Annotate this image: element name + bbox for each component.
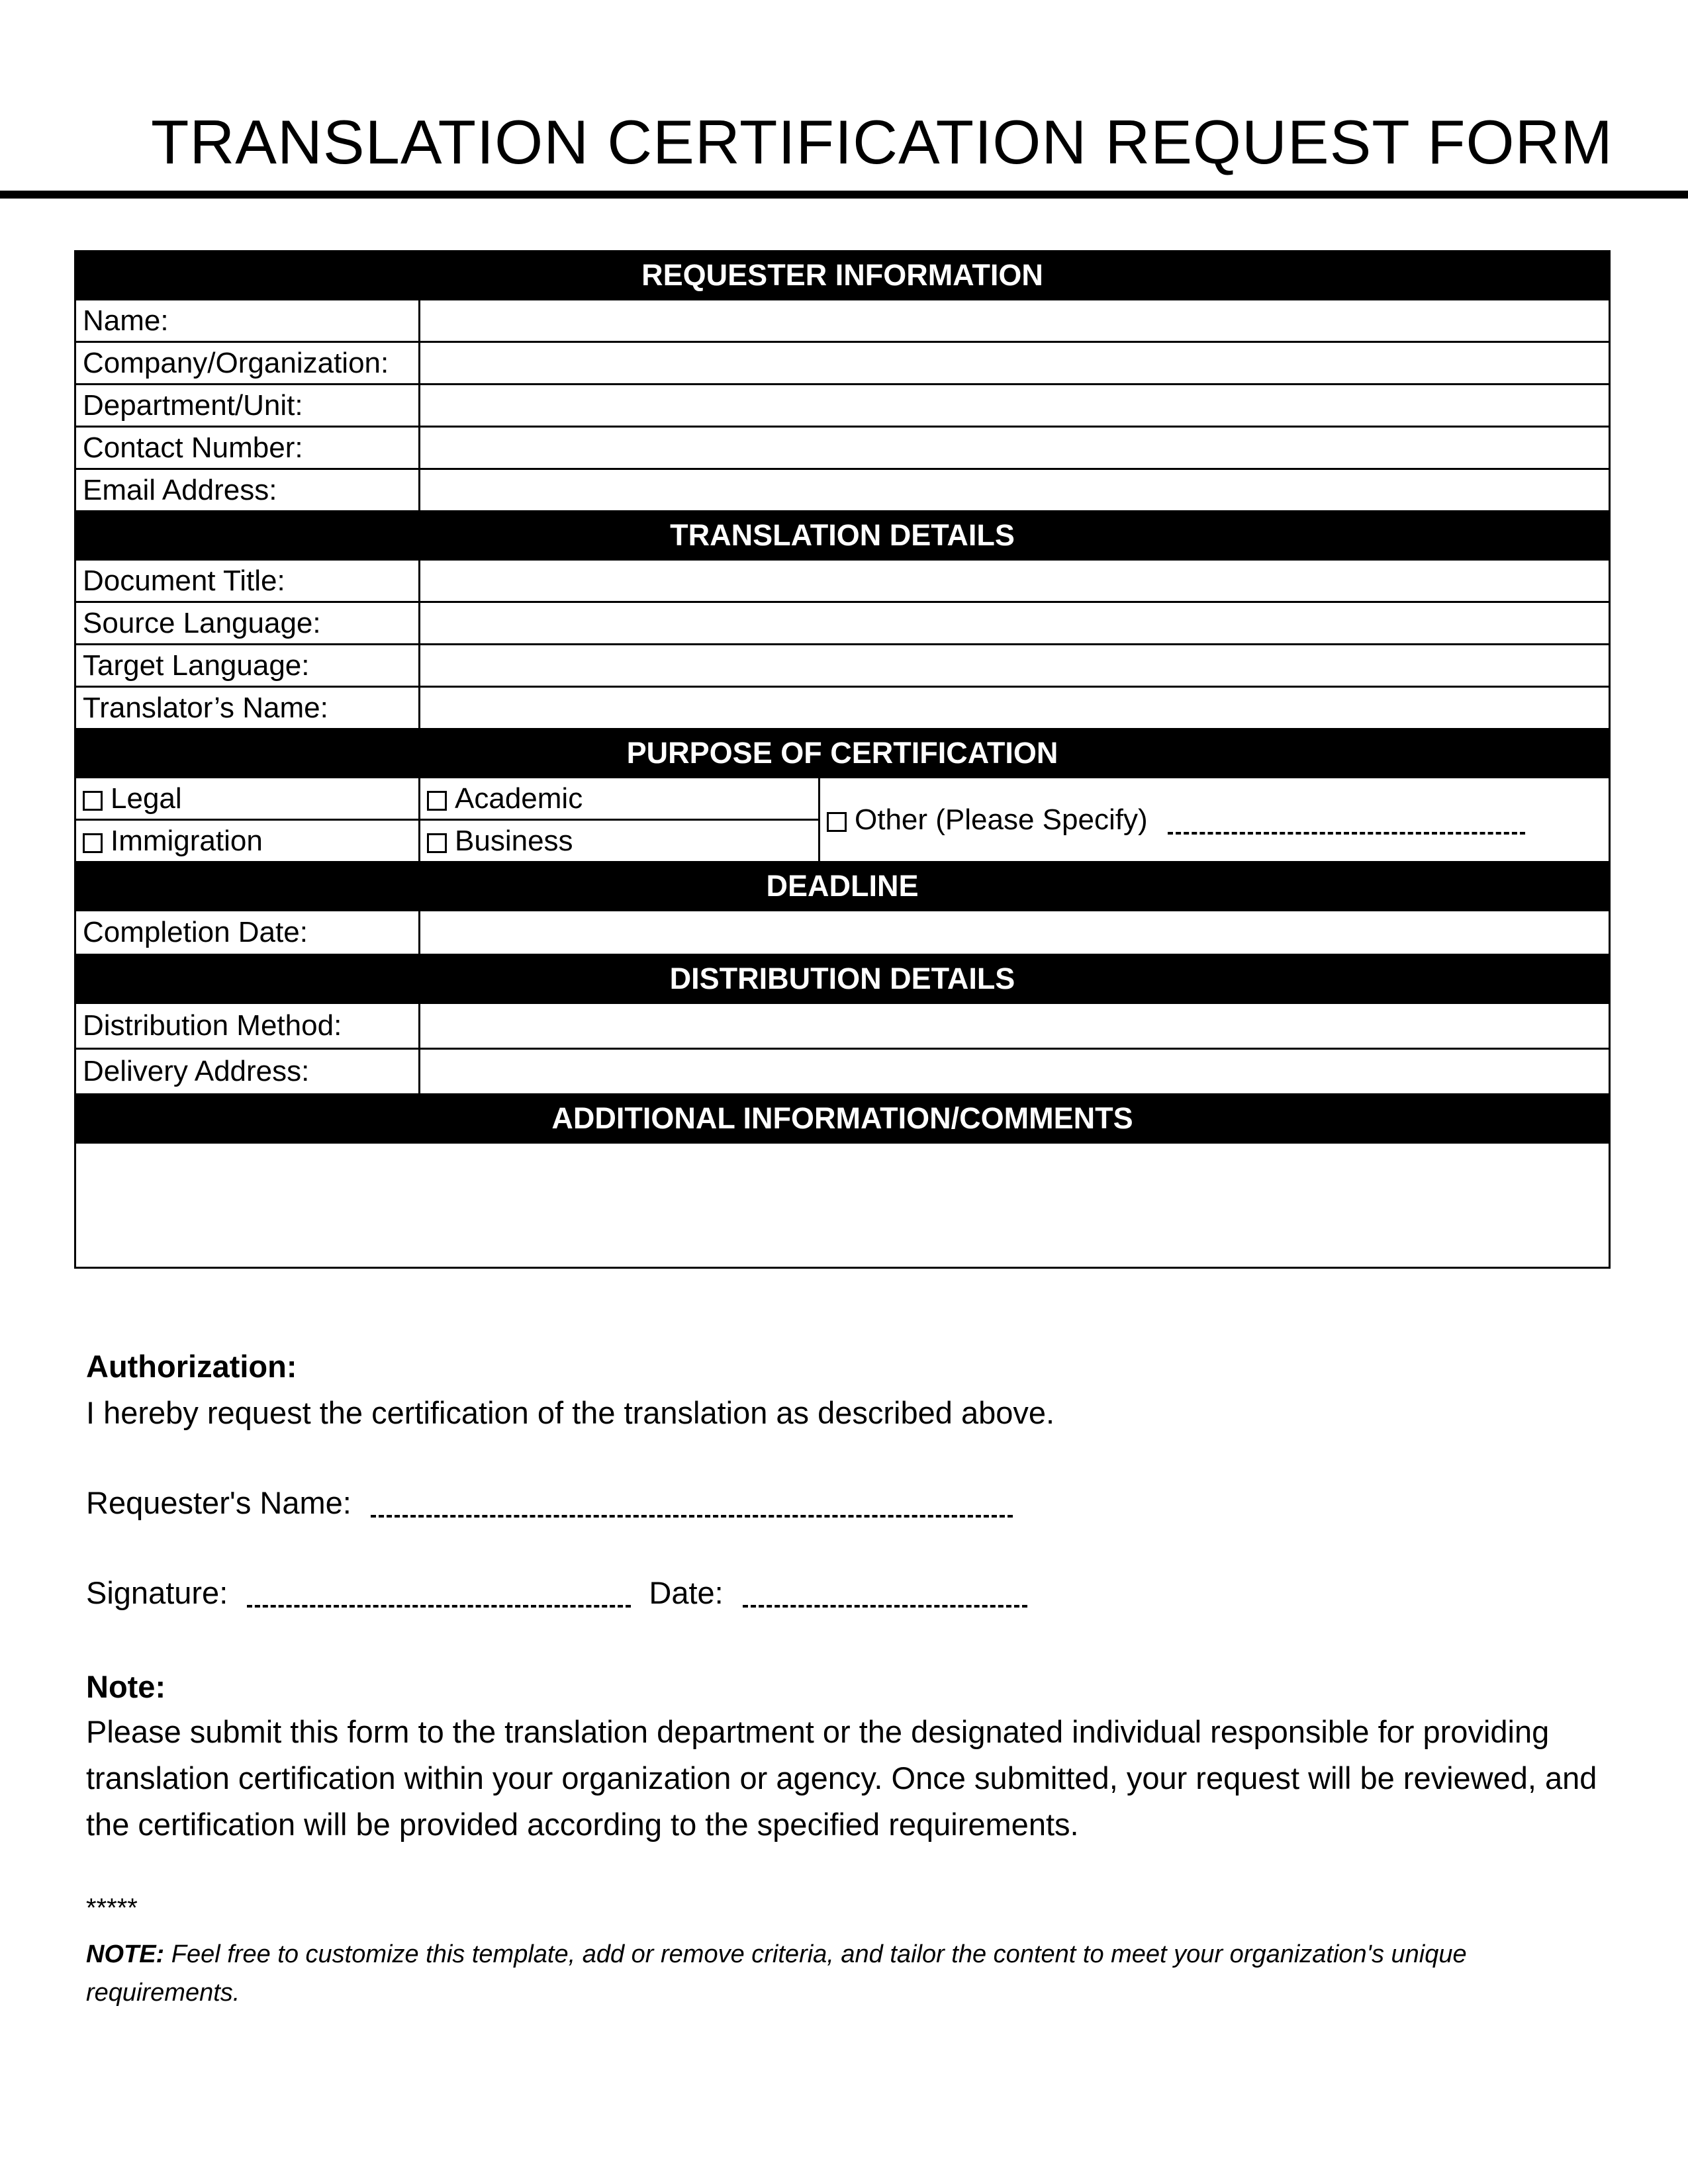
contact-number-field[interactable] bbox=[420, 427, 1610, 469]
field-label-email: Email Address: bbox=[75, 469, 420, 512]
checkbox-label: Immigration bbox=[111, 824, 263, 857]
page-title: TRANSLATION CERTIFICATION REQUEST FORM bbox=[151, 107, 1613, 177]
field-label-completion-date: Completion Date: bbox=[75, 911, 420, 955]
checkbox-label: Academic bbox=[455, 782, 583, 815]
document-title-field[interactable] bbox=[420, 560, 1610, 602]
footer-note bbox=[86, 1935, 1609, 2012]
footer-note-text: Feel free to customize this template, add or remove criteria, and tailor the content to meet your organization's unique requirements. bbox=[86, 1940, 1467, 2007]
signature-label: Signature: bbox=[86, 1575, 228, 1610]
note-body: Please submit this form to the translation department or the designated individual responsible for providing translation certification within your organization or agency. Once submitted, your request will be reviewed, and the certification will be provided according to the specified requirements. bbox=[86, 1714, 1597, 1842]
form-row bbox=[75, 427, 1610, 469]
request-form-table bbox=[74, 250, 1609, 1269]
form-row bbox=[75, 469, 1610, 512]
form-row bbox=[75, 645, 1610, 687]
completion-date-field[interactable] bbox=[420, 911, 1610, 955]
form-row bbox=[75, 1049, 1610, 1095]
checkbox-option-immigration[interactable] bbox=[75, 820, 420, 862]
checkbox-option-legal[interactable] bbox=[75, 778, 420, 820]
source-language-field[interactable] bbox=[420, 602, 1610, 645]
comments-field[interactable] bbox=[75, 1143, 1610, 1268]
authorization-statement: I hereby request the certification of the translation as described above. bbox=[86, 1395, 1055, 1430]
section-header-purpose: PURPOSE OF CERTIFICATION bbox=[75, 729, 1610, 778]
checkbox-icon[interactable] bbox=[427, 791, 447, 811]
requester-name-input[interactable] bbox=[371, 1488, 1013, 1518]
form-row bbox=[75, 560, 1610, 602]
section-header-distribution: DISTRIBUTION DETAILS bbox=[75, 955, 1610, 1003]
checkbox-option-business[interactable] bbox=[420, 820, 820, 862]
form-row bbox=[75, 342, 1610, 385]
form-row bbox=[75, 385, 1610, 427]
footer-note-label: NOTE: bbox=[86, 1940, 165, 1968]
requester-name-line bbox=[86, 1481, 1013, 1525]
requester-name-label: Requester's Name: bbox=[86, 1485, 352, 1520]
checkbox-icon[interactable] bbox=[83, 791, 103, 811]
form-row bbox=[75, 1003, 1610, 1049]
checkbox-label: Business bbox=[455, 824, 573, 857]
checkbox-label: Legal bbox=[111, 782, 182, 815]
department-field[interactable] bbox=[420, 385, 1610, 427]
footer-stars: ***** bbox=[86, 1893, 138, 1923]
field-label-contact-number: Contact Number: bbox=[75, 427, 420, 469]
form-row bbox=[75, 300, 1610, 342]
form-row bbox=[75, 687, 1610, 729]
section-header-deadline: DEADLINE bbox=[75, 862, 1610, 911]
company-field[interactable] bbox=[420, 342, 1610, 385]
field-label-distribution-method: Distribution Method: bbox=[75, 1003, 420, 1049]
date-label: Date: bbox=[649, 1575, 724, 1610]
form-row bbox=[75, 602, 1610, 645]
note-heading: Note: bbox=[86, 1669, 166, 1704]
field-label-source-language: Source Language: bbox=[75, 602, 420, 645]
field-label-target-language: Target Language: bbox=[75, 645, 420, 687]
delivery-address-field[interactable] bbox=[420, 1049, 1610, 1095]
distribution-method-field[interactable] bbox=[420, 1003, 1610, 1049]
field-label-translator-name: Translator’s Name: bbox=[75, 687, 420, 729]
form-row bbox=[75, 911, 1610, 955]
form-row bbox=[75, 1143, 1610, 1268]
translator-name-field[interactable] bbox=[420, 687, 1610, 729]
signature-input[interactable] bbox=[247, 1578, 631, 1608]
section-header-requester: REQUESTER INFORMATION bbox=[75, 251, 1610, 300]
field-label-department: Department/Unit: bbox=[75, 385, 420, 427]
checkbox-option-academic[interactable] bbox=[420, 778, 820, 820]
checkbox-option-other[interactable] bbox=[820, 778, 1610, 862]
field-label-company: Company/Organization: bbox=[75, 342, 420, 385]
field-label-document-title: Document Title: bbox=[75, 560, 420, 602]
checkbox-icon[interactable] bbox=[827, 812, 847, 832]
email-field[interactable] bbox=[420, 469, 1610, 512]
authorization-heading: Authorization: bbox=[86, 1349, 297, 1384]
field-label-name: Name: bbox=[75, 300, 420, 342]
section-header-translation: TRANSLATION DETAILS bbox=[75, 512, 1610, 560]
signature-line bbox=[86, 1571, 1027, 1615]
checkbox-label: Other (Please Specify) bbox=[855, 803, 1148, 836]
field-label-delivery-address: Delivery Address: bbox=[75, 1049, 420, 1095]
title-divider bbox=[0, 191, 1688, 199]
checkbox-icon[interactable] bbox=[427, 833, 447, 853]
section-header-additional: ADDITIONAL INFORMATION/COMMENTS bbox=[75, 1095, 1610, 1143]
target-language-field[interactable] bbox=[420, 645, 1610, 687]
date-input[interactable] bbox=[743, 1578, 1027, 1608]
name-field[interactable] bbox=[420, 300, 1610, 342]
form-row bbox=[75, 778, 1610, 820]
other-specify-line[interactable] bbox=[1168, 812, 1525, 835]
checkbox-icon[interactable] bbox=[83, 833, 103, 853]
